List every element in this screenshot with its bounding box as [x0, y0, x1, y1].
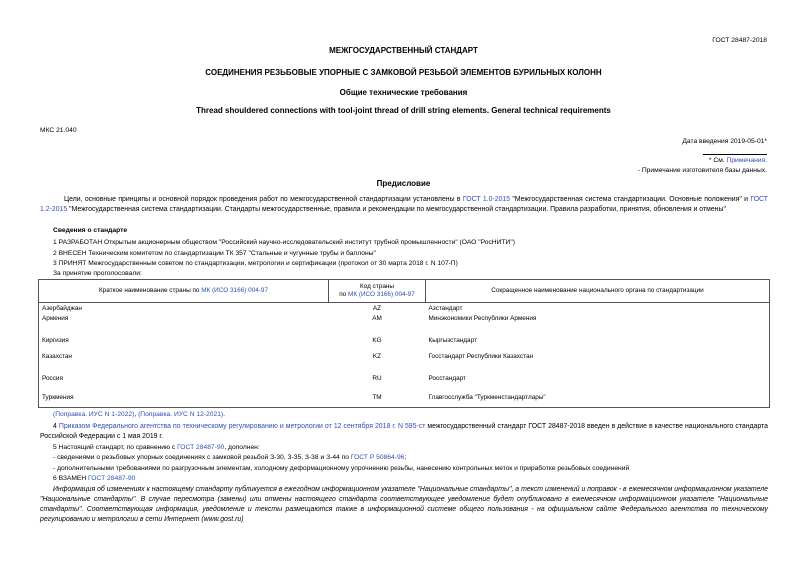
amendment-link-1[interactable]: (Поправка. ИУС N 1-2022): [53, 411, 135, 418]
date-introduction: Дата введения 2019-05-01*: [682, 138, 767, 145]
footnote-see-prefix: * См.: [708, 157, 725, 164]
info-paragraph: Информация об изменениях к настоящему стандарту публикуется в ежегодном информационном указателе "Национальные стандарты", а текст изменений и поправок - в ежемесячном информационном указателе "Национальные стандарты". В случае пересмотра (замены) или отмены настоящего стандарта соответствующее уведомление будет опубликовано в ежемесячном информационном указателе "Национальные стандарты". Соответствующая информация, уведомление и тексты размещаются также в информационной системе общего пользования - на официальном сайте Федерального агентства по техническому регулированию и метрологии в сети Интернет (www.gost.ru): [40, 486, 768, 523]
item-2: 2 ВНЕСЕН Техническим комитетом по стандартизации ТК 357 "Стальные и чугунные трубы и баллоны": [53, 250, 376, 257]
cell-country: Азербайджан: [42, 305, 82, 312]
document-title-english: Thread shouldered connections with tool-joint thread of drill string elements. General technical requirements: [196, 106, 611, 115]
cell-body: Кыргызстандарт: [428, 336, 477, 344]
preface-paragraph: [40, 195, 768, 215]
cell-body: Азстандарт: [428, 305, 463, 312]
info-heading: Сведения о стандарте: [53, 227, 128, 234]
amendments-end: .: [223, 411, 226, 418]
table-row: [39, 353, 770, 375]
gost-1-2-link[interactable]: ГОСТ 1.2-2015: [40, 196, 769, 213]
cell-code: AM: [372, 314, 382, 322]
preface-text-1: Цели, основные принципы и основной порядок проведения работ по межгосударственной стандартизации установлены в: [64, 196, 463, 203]
table-row: [39, 303, 770, 315]
item-5-bullet-1: [53, 453, 406, 462]
cell-body: Росстандарт: [428, 374, 466, 382]
item-5: [53, 443, 260, 452]
cell-country: Россия: [42, 374, 63, 382]
voted-label: За принятие проголосовали:: [53, 270, 142, 277]
cell-code: RU: [372, 374, 382, 382]
gost-r-50864-96-link[interactable]: ГОСТ Р 50864-96: [350, 454, 405, 461]
item-5-suffix: , дополнен:: [224, 444, 260, 451]
cell-country: Туркмения: [42, 393, 74, 401]
gost-28487-90-link[interactable]: ГОСТ 28487-90: [177, 444, 225, 451]
header-country-link[interactable]: МК (ИСО 3166) 004-97: [201, 287, 269, 294]
cell-code: KG: [372, 336, 382, 344]
mks-code: МКС 21.040: [40, 127, 77, 134]
table-row: [39, 394, 770, 408]
cell-code: TM: [372, 393, 382, 401]
preface-text-3: "Межгосударственная система стандартизации. Стандарты межгосударственные, правила и рекомендации по межгосударственной стандартизации. Правила разработки, принятия, обновления и отмены": [67, 206, 726, 213]
footnote-notes-link[interactable]: Примечания: [726, 157, 766, 164]
cell-body: Госстандарт Республики Казахстан: [428, 352, 534, 360]
order-link[interactable]: Приказом Федерального агентства по техническому регулированию и метрологии от 12 сентября 2018 г. N 595-ст: [58, 423, 426, 430]
amendment-link-2[interactable]: (Поправка. ИУС N 12-2021): [138, 411, 224, 418]
header-code-text: Код страны: [360, 283, 394, 290]
item-6-text: 6 ВЗАМЕН: [53, 475, 89, 482]
document-title: СОЕДИНЕНИЯ РЕЗЬБОВЫЕ УПОРНЫЕ С ЗАМКОВОЙ РЕЗЬБОЙ ЭЛЕМЕНТОВ БУРИЛЬНЫХ КОЛОНН: [205, 68, 602, 77]
footnote-see-suffix: .: [765, 157, 767, 164]
table-row: [39, 337, 770, 353]
amendments-separator: ,: [134, 411, 139, 418]
cell-code: KZ: [372, 352, 382, 360]
preface-text-2: "Межгосударственная система стандартизации. Основные положения" и: [510, 196, 751, 203]
document-number: ГОСТ 28487-2018: [712, 37, 767, 44]
table-row: [39, 375, 770, 394]
footnote-note: - Примечание изготовителя базы данных.: [637, 167, 767, 174]
header-national-body: Сокращенное наименование национального органа по стандартизации: [426, 280, 770, 303]
item-4: [40, 422, 768, 442]
cell-body: Главгосслужба "Туркменстандартлары": [428, 393, 546, 401]
footnote-separator: [703, 154, 767, 155]
header-code: [329, 280, 426, 303]
item-5-text: 5 Настоящий стандарт, по сравнению с: [53, 444, 178, 451]
header-country: [39, 280, 329, 303]
header-code-pre: по: [339, 291, 348, 298]
item-4-number: 4: [53, 423, 59, 430]
item-3: 3 ПРИНЯТ Межгосударственным советом по стандартизации, метрологии и сертификации (протокол от 30 марта 2018 г. N 107-П): [53, 260, 458, 267]
cell-country: Киргизия: [42, 336, 69, 344]
states-table: [38, 279, 770, 408]
document-subtitle: Общие технические требования: [339, 88, 468, 97]
gost-28487-90-link-2[interactable]: ГОСТ 28487-90: [88, 475, 136, 482]
footnote-see: [709, 156, 767, 165]
item-5-bullet-1-text: - сведениями о резьбовых упорных соединениях с замковой резьбой З-30, З-35, З-38 и З-44 по: [53, 454, 351, 461]
cell-body: Минэкономики Республики Армения: [428, 314, 537, 322]
amendments-line: [53, 410, 225, 419]
header-country-text: Краткое наименование страны по: [98, 287, 202, 294]
gost-1-0-link[interactable]: ГОСТ 1.0-2015: [462, 196, 511, 203]
table-row: [39, 315, 770, 337]
cell-country: Казахстан: [42, 352, 72, 360]
item-4-text: межгосударственный стандарт ГОСТ 28487-2018 введен в действие в качестве национального стандарта Российской Федерации с 1 мая 2019 г.: [40, 423, 768, 440]
item-5-bullet-2: - дополнительными требованиями по разгрузочным элементам, холодному деформационному упрочнению резьбы, нанесению контрольных меток и приработке резьбовых соединений: [53, 465, 630, 472]
header-code-link[interactable]: МК (ИСО 3166) 004-97: [348, 291, 415, 298]
item-6: [53, 474, 135, 483]
item-5-bullet-1-suffix: ;: [404, 454, 407, 461]
standard-kind: МЕЖГОСУДАРСТВЕННЫЙ СТАНДАРТ: [329, 46, 478, 55]
cell-code: AZ: [372, 305, 382, 312]
cell-country: Армения: [42, 314, 69, 322]
item-1: 1 РАЗРАБОТАН Открытым акционерным обществом "Российский научно-исследовательский институт трубной промышленности" (ОАО "РосНИТИ"): [53, 239, 515, 246]
preface-heading: Предисловие: [376, 179, 431, 188]
